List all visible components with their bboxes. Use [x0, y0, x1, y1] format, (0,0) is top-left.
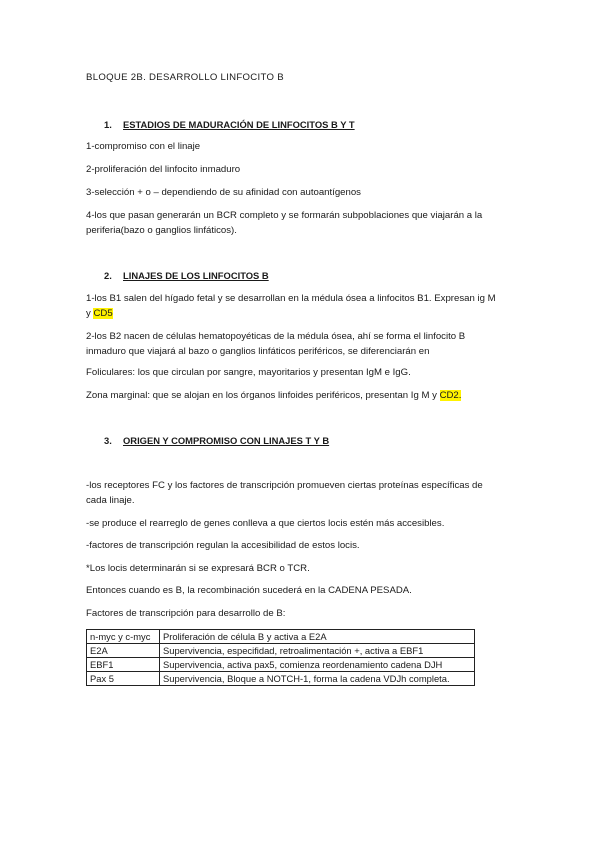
factor-name-cell: EBF1: [87, 658, 160, 672]
transcription-factors-table: [86, 629, 475, 686]
receptors-paragraph-line-1: -los receptores FC y los factores de transcripción promueven ciertas proteínas específicas de: [86, 480, 483, 491]
section-2-number: 2.: [104, 270, 112, 281]
section-1-heading: [104, 118, 355, 132]
section-3-heading: [104, 434, 329, 448]
receptors-paragraph-line-2: cada linaje.: [86, 495, 135, 506]
stage-item-4-line-2: periferia(bazo o ganglios linfáticos).: [86, 225, 237, 236]
factor-name-cell: E2A: [87, 644, 160, 658]
factor-description-cell: Proliferación de célula B y activa a E2A: [160, 630, 475, 644]
factor-description-cell: Supervivencia, especifidad, retroalimentación +, activa a EBF1: [160, 644, 475, 658]
factor-description-cell: Supervivencia, Bloque a NOTCH-1, forma la cadena VDJh completa.: [160, 672, 475, 686]
stage-item-4-line-1: 4-los que pasan generarán un BCR completo y se formarán subpoblaciones que viajarán a la: [86, 210, 483, 221]
factor-name-cell: n-myc y c-myc: [87, 630, 160, 644]
cd2-highlight: CD2.: [439, 390, 462, 401]
section-1-title: ESTADIOS DE MADURACIÓN DE LINFOCITOS B Y T: [123, 119, 355, 130]
factor-name-cell: Pax 5: [87, 672, 160, 686]
b1-line-2-text: y: [86, 308, 94, 319]
b2-paragraph-line-2: inmaduro que viajará al bazo o ganglios linfáticos periféricos, se diferenciarán en: [86, 346, 430, 357]
document-title: BLOQUE 2B. DESARROLLO LINFOCITO B: [86, 72, 284, 83]
section-2-heading: [104, 269, 269, 283]
zona-marginal-text: Zona marginal: que se alojan en los órganos linfoides periféricos, presentan Ig M y: [86, 390, 440, 401]
stage-item-1: 1-compromiso con el linaje: [86, 141, 201, 152]
zona-marginal-paragraph: [86, 389, 516, 403]
locis-note: *Los locis determinarán si se expresará BCR o TCR.: [86, 563, 310, 574]
factor-description-cell: Supervivencia, activa pax5, comienza reordenamiento cadena DJH: [160, 658, 475, 672]
section-3-number: 3.: [104, 435, 112, 446]
stage-item-3: 3-selección + o – dependiendo de su afinidad con autoantígenos: [86, 187, 361, 198]
section-3-title: ORIGEN Y COMPROMISO CON LINAJES T Y B: [123, 435, 330, 446]
table-row: [87, 630, 475, 644]
stage-item-2: 2-proliferación del linfocito inmaduro: [86, 164, 241, 175]
table-row: [87, 644, 475, 658]
factors-intro: Factores de transcripción para desarrollo de B:: [86, 608, 286, 619]
heavy-chain-paragraph: Entonces cuando es B, la recombinación sucederá en la CADENA PESADA.: [86, 585, 412, 596]
transcription-paragraph: -factores de transcripción regulan la accesibilidad de estos locis.: [86, 540, 360, 551]
table-row: [87, 672, 475, 686]
table-row: [87, 658, 475, 672]
b1-paragraph-line-2: [86, 307, 516, 321]
cd5-highlight: CD5: [93, 308, 113, 319]
rearrangement-paragraph: -se produce el rearreglo de genes conlleva a que ciertos locis estén más accesibles.: [86, 518, 445, 529]
foliculares-paragraph: Foliculares: los que circulan por sangre, mayoritarios y presentan IgM e IgG.: [86, 367, 411, 378]
b1-paragraph-line-1: 1-los B1 salen del hígado fetal y se desarrollan en la médula ósea a linfocitos B1. Expresan ig M: [86, 293, 496, 304]
b2-paragraph-line-1: 2-los B2 nacen de células hematopoyéticas de la médula ósea, ahí se forma el linfocito B: [86, 331, 466, 342]
section-1-number: 1.: [104, 119, 112, 130]
section-2-title: LINAJES DE LOS LINFOCITOS B: [123, 270, 269, 281]
